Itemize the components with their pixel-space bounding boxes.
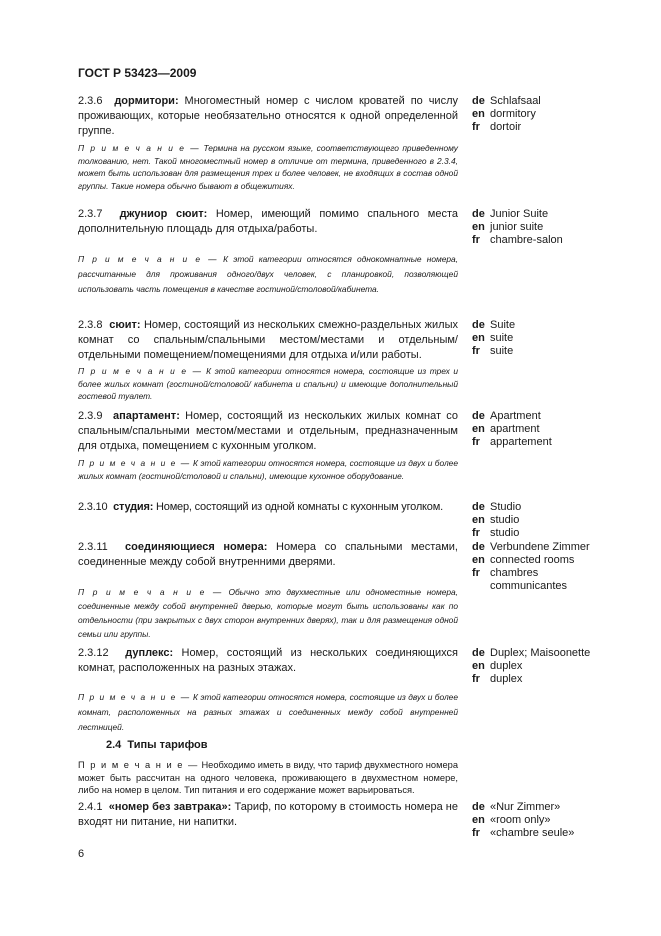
term-name: дормитори: xyxy=(114,95,179,107)
translation-de: de Schlafsaal xyxy=(472,95,541,107)
term-number: 2.4.1 xyxy=(78,801,103,813)
page-number: 6 xyxy=(78,848,85,860)
translation-en: en junior suite xyxy=(472,221,544,233)
translation-fr: fr suite xyxy=(472,345,514,357)
translation-de: de Junior Suite xyxy=(472,208,549,220)
term-number: 2.3.8 xyxy=(78,319,103,331)
translation-en: en studio xyxy=(472,514,520,526)
term-number: 2.3.10 xyxy=(78,501,108,513)
translation-fr: fr duplex xyxy=(472,673,523,685)
definition-text: Номер, состоящий из нескольких соединяющихся комнат, расположенных на разных этажах. xyxy=(78,647,458,674)
term-number: 2.3.11 xyxy=(78,541,108,553)
translation-de: de «Nur Zimmer» xyxy=(472,801,561,813)
definition xyxy=(78,540,458,570)
note-label: П р и м е ч а н и е — xyxy=(78,143,201,153)
term-number: 2.3.7 xyxy=(78,208,103,220)
translations xyxy=(472,647,592,686)
translation-en: en duplex xyxy=(472,660,523,672)
translation-de: de Verbundene Zimmer xyxy=(472,541,590,553)
note-text: К этой категории относятся номера, состоящие из трех и более жилых комнат (гостиной/столовой/ кабинета и спальни) и имеющие дополнительный гостевой туалет. xyxy=(78,366,459,401)
definition-text: Номер, состоящий из одной комнаты с кухонным уголком. xyxy=(156,501,443,513)
note xyxy=(78,142,458,192)
translation-en: en apartment xyxy=(472,423,540,435)
document-header: ГОСТ Р 53423—2009 xyxy=(78,66,197,80)
note xyxy=(78,252,458,297)
translation-en: en «room only» xyxy=(472,814,551,826)
term-name: апартамент: xyxy=(112,410,180,422)
note-text: Термина на русском языке, соответствующего приведенному толкованию, нет. Такой многоместный номер в отличие от термина, приведенного в 2.3.4, может быть использован для размещения трех и более человек, не входящих в состав одной группы. Такие номера обычно бывают в общежитиях. xyxy=(78,143,458,191)
definition-text: Номер, состоящий из нескольких жилых комнат со спальным/спальными местом/местами и отдельным, предназначенным для отдыха, помещением с кухонным уголком. xyxy=(78,410,459,452)
subsection-heading: 2.4 Типы тарифов xyxy=(106,739,208,751)
translations xyxy=(472,208,592,247)
definition xyxy=(78,646,458,676)
translations xyxy=(472,801,592,840)
translations xyxy=(472,501,592,540)
definition-text: Многоместный номер с числом кроватей по числу проживающих, которые необязательно относятся к одной определенной группе. xyxy=(78,95,458,137)
translation-fr: fr appartement xyxy=(472,436,552,448)
translation-de: de Apartment xyxy=(472,410,541,422)
translations xyxy=(472,95,592,134)
note-text: К этой категории относятся номера, состоящие из двух и более жилых комнат (гостиной/столовой и спальни), имеющие кухонное оборудование. xyxy=(78,458,458,481)
note xyxy=(78,585,458,641)
translation-fr: fr dortoir xyxy=(472,121,522,133)
definition-text: Номер, имеющий помимо спального места дополнительную площадь для отдыха/работы. xyxy=(78,208,458,235)
term-name: джуниор сюит: xyxy=(119,208,208,220)
note-label: П р и м е ч а н и е — xyxy=(78,692,191,702)
subsection-note xyxy=(78,759,458,797)
definition xyxy=(78,500,458,515)
term-name: сюит: xyxy=(109,319,141,331)
term-number: 2.3.12 xyxy=(78,647,109,659)
translations xyxy=(472,541,592,593)
translation-de: de Suite xyxy=(472,319,516,331)
translations xyxy=(472,410,592,449)
definition-text: Тариф, по которому в стоимость номера не входят ни питание, ни напитки. xyxy=(78,801,458,828)
translation-en: en dormitory xyxy=(472,108,536,120)
definition-text: Номер, состоящий из нескольких смежно-раздельных жилых комнат со спальным/спальными местом/местами и отдельным/отдельными помещением/помещениями для отдыха и/или работы. xyxy=(78,319,458,361)
note xyxy=(78,457,458,482)
term-name: «номер без завтрака»: xyxy=(108,801,232,813)
definition-text: Номера со спальными местами, соединенные между собой внутренними дверями. xyxy=(78,541,458,568)
translation-en: en connected rooms xyxy=(472,554,575,566)
note xyxy=(78,365,458,403)
note xyxy=(78,690,458,735)
note-text: Необходимо иметь в виду, что тариф двухместного номера может быть рассчитан на одного человека, проживающего в двухместном номере, либо на номер в целом. Тип питания и его содержание может варьироваться. xyxy=(78,760,458,795)
note-label: П р и м е ч а н и е — xyxy=(78,760,199,770)
term-name: соединяющиеся номера: xyxy=(125,541,268,553)
translation-fr: fr chambre-salon xyxy=(472,234,563,246)
note-text: К этой категории относятся однокомнатные номера, рассчитанные для проживания одного/двух человек, с планировкой, позволяющей использовать часть помещения в качестве гостиной/столовой/кабинета. xyxy=(78,254,459,294)
note-text: Обычно это двухместные или одноместные номера, соединенные между собой внутренней дверью, которые могут быть использованы как по отдельности (при закрытых с двух сторон внутренних дверях), так и для размещения одной семьи или группы. xyxy=(78,587,458,639)
note-label: П р и м е ч а н и е — xyxy=(78,366,203,376)
definition xyxy=(78,207,458,237)
translation-en: en suite xyxy=(472,332,514,344)
translation-fr: fr chambres communicantes xyxy=(472,567,568,592)
definition xyxy=(78,409,458,454)
note-label: П р и м е ч а н и е — xyxy=(78,587,223,597)
note-label: П р и м е ч а н и е — xyxy=(78,254,218,264)
translations xyxy=(472,319,592,358)
definition xyxy=(78,318,458,363)
translation-de: de Duplex; Maisoonette xyxy=(472,647,591,659)
term-name: студия: xyxy=(113,501,154,513)
translation-fr: fr studio xyxy=(472,527,520,539)
term-name: дуплекс: xyxy=(125,647,174,659)
definition xyxy=(78,800,458,830)
note-label: П р и м е ч а н и е — xyxy=(78,458,191,468)
translation-de: de Studio xyxy=(472,501,522,513)
translation-fr: fr «chambre seule» xyxy=(472,827,575,839)
definition xyxy=(78,94,458,139)
term-number: 2.3.9 xyxy=(78,410,103,422)
note-text: К этой категории относятся номера, состоящие из двух и более комнат, расположенных на разных этажах и соединенных между собой внутренней лестницей. xyxy=(78,692,458,732)
term-number: 2.3.6 xyxy=(78,95,103,107)
